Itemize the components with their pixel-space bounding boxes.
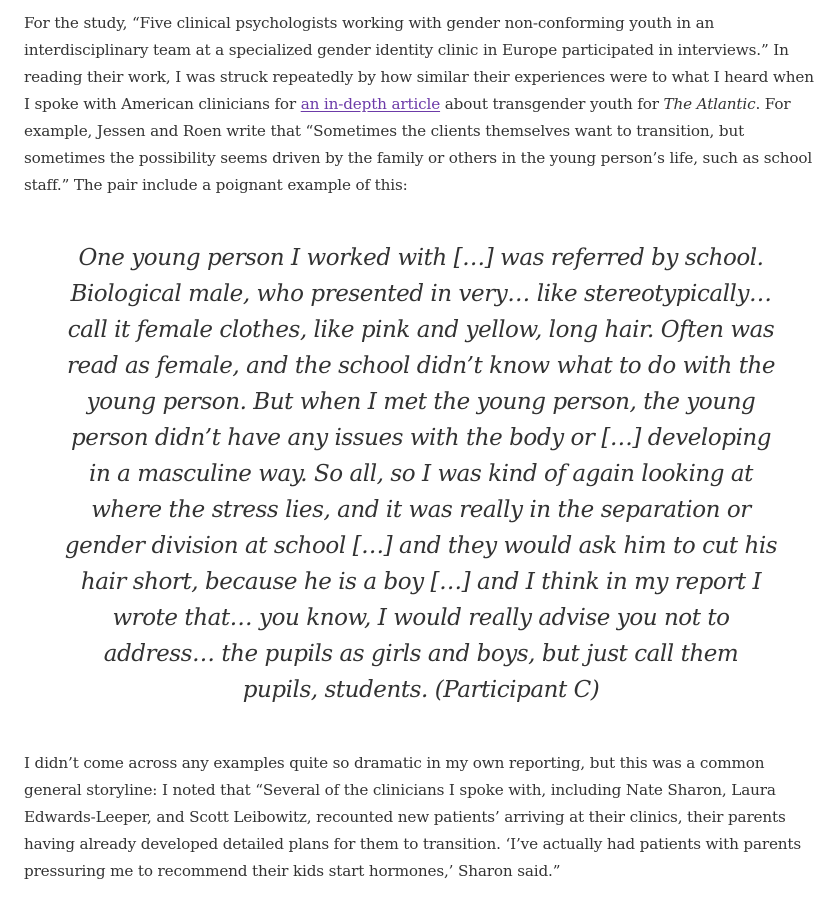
paragraph-intro-text: For the study, “Five clinical psychologists working with gender non-conforming youth in an interdisciplinary team at a specialized gender identity clinic in Europe participated in interviews.” In reading their work, I was struck repeatedly by how similar their experiences were to what I heard when I spoke with American clinicians for — [24, 14, 814, 113]
article-body — [24, 10, 820, 880]
paragraph-intro-text-2: about transgender youth for — [440, 95, 664, 113]
pull-quote — [64, 240, 778, 708]
pull-quote-text: One young person I worked with […] was referred by school. Biological male, who presented in very… like stereotypically… call it female clothes, like pink and yellow, long hair. Often was read as female, and the school didn’t know what to do with the young person. But when I met the young person, the young person didn’t have any issues with the body or […] developing in a masculine way. So all, so I was kind of again looking at where the stress lies, and it was really in the separation or gender division at school […] and they would ask him to cut his hair short, because he is a boy […] and I think in my report I wrote that… you know, I would really advise you not to address… the pupils as girls and boys, but just call them pupils, students. (Participant C) — [64, 245, 778, 703]
paragraph-followup: I didn’t come across any examples quite so dramatic in my own reporting, but this was a common general storyline: I noted that “Several of the clinicians I spoke with, including Nate Sharon, Laura Edwards-Leeper, and Scott Leibowitz, recounted new patients’ arriving at their clinics, their parents having already developed detailed plans for them to transition. ‘I’ve actually had patients with parents pressuring me to recommend their kids start hormones,’ Sharon said.” — [24, 754, 802, 880]
publication-name: The Atlantic — [663, 95, 756, 113]
paragraph-intro — [24, 10, 820, 199]
paragraph-intro-text-3: . For example, Jessen and Roen write that “Sometimes the clients themselves want to transition, but sometimes the possibility seems driven by the family or others in the young person’s life, such as school staff.” The pair include a poignant example of this: — [24, 95, 813, 194]
in-depth-article-link[interactable]: an in-depth article — [300, 95, 441, 113]
